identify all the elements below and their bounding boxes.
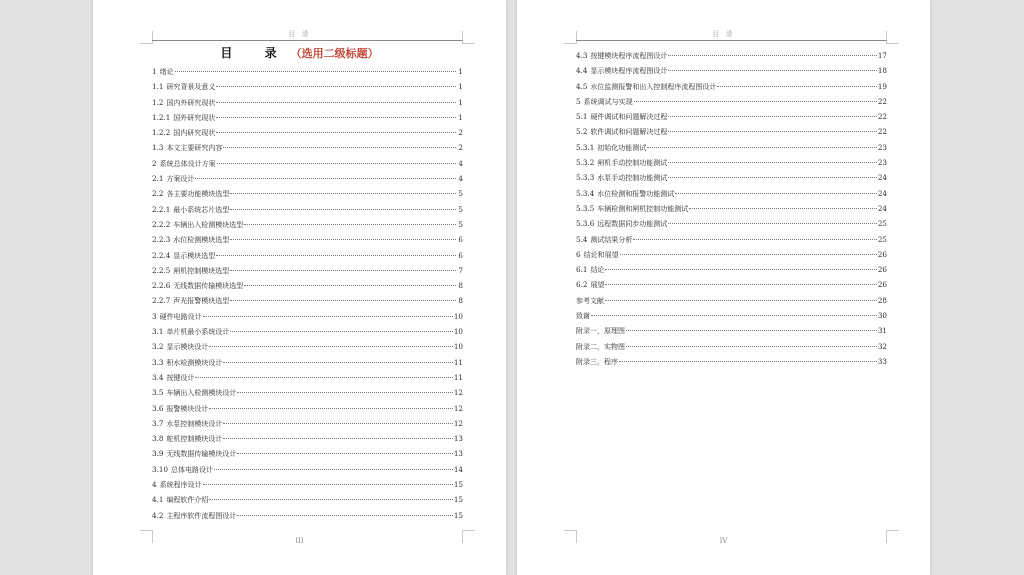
toc-entry-title: 舵机控制模块设计 [166, 435, 223, 444]
toc-entry-title: 附录二，实物图 [576, 342, 625, 351]
toc-entry-title: 闸机控制模块选型 [173, 266, 230, 275]
toc-entry[interactable] [152, 309, 463, 324]
dot-leader [216, 132, 456, 133]
dot-leader [230, 193, 456, 194]
toc-entry-title: 水位检测模块选型 [173, 236, 230, 245]
toc-entry-title: 积水检测模块设计 [166, 358, 223, 367]
toc-entry-page: 30 [877, 311, 887, 321]
toc-entry-page: 2 [458, 128, 463, 138]
toc-entry-page: 18 [877, 66, 887, 76]
toc-entry-number: 5 [576, 96, 581, 106]
toc-entry-page: 22 [877, 112, 887, 122]
toc-entry-page: 24 [877, 203, 887, 213]
toc-entry[interactable] [152, 508, 463, 523]
toc-entry-number: 2.2.4 [152, 250, 171, 260]
page-number: III [295, 537, 304, 545]
toc-entry-title: 各主要功能模块选型 [166, 190, 230, 199]
toc-entry-title: 附录一，原理图 [576, 327, 625, 336]
toc-entry[interactable] [576, 94, 887, 109]
toc-entry-title: 编程软件介绍 [166, 496, 209, 505]
dot-leader [668, 177, 877, 178]
dot-leader [237, 392, 452, 393]
toc-entry-title: 最小系统芯片选型 [173, 205, 230, 214]
toc-entry-title: 单片机最小系统设计 [166, 328, 230, 337]
toc-entry[interactable] [576, 48, 887, 63]
dot-leader [230, 300, 456, 301]
dot-leader [216, 255, 456, 256]
dot-leader [223, 362, 452, 363]
toc-entry-title: 按键设计 [166, 373, 195, 382]
toc-entry[interactable] [152, 232, 463, 247]
toc-entry[interactable] [152, 217, 463, 232]
toc-entry-title: 车辆出入检测模块选型 [173, 220, 244, 229]
toc-entry-title: 软件调试和问题解决过程 [590, 128, 668, 137]
toc-entry-number: 6 [576, 249, 581, 259]
toc-list [576, 48, 887, 369]
toc-entry-title: 致谢 [576, 312, 590, 321]
toc-entry[interactable] [576, 63, 887, 78]
dot-leader [689, 208, 877, 209]
toc-entry-number: 1.1 [152, 82, 164, 92]
toc-entry[interactable] [152, 370, 463, 385]
toc-entry-number: 5.3.2 [576, 158, 595, 168]
toc-entry[interactable] [576, 109, 887, 124]
toc-entry-title: 硬件电路设计 [159, 312, 202, 321]
toc-entry-page: 15 [453, 480, 463, 490]
dot-leader [223, 423, 452, 424]
toc-entry[interactable] [152, 110, 463, 125]
toc-entry-page: 1 [458, 67, 463, 76]
toc-entry-number: 4 [152, 480, 157, 490]
toc-entry-page: 31 [877, 326, 887, 336]
toc-entry-title: 总体电路设计 [171, 465, 214, 474]
toc-entry-title: 车辆检测和闸机控制功能测试 [597, 204, 689, 213]
toc-entry-title: 显示模块设计 [166, 343, 209, 352]
dot-leader [209, 346, 452, 347]
toc-entry-title: 结论 [590, 266, 605, 275]
toc-entry[interactable] [152, 64, 463, 79]
toc-entry[interactable] [152, 248, 463, 263]
dot-leader [668, 223, 877, 224]
toc-entry-page: 14 [453, 464, 463, 474]
toc-entry-title: 系统程序设计 [159, 481, 202, 490]
dot-leader [223, 438, 452, 439]
toc-entry[interactable] [152, 446, 463, 461]
dot-leader [216, 117, 456, 118]
toc-entry-title: 测试结果分析 [590, 235, 633, 244]
toc-entry-number: 5.3.1 [576, 142, 595, 152]
toc-entry[interactable] [152, 171, 463, 186]
toc-entry[interactable] [576, 354, 887, 369]
toc-entry[interactable] [576, 140, 887, 155]
toc-entry-title: 展望 [590, 281, 605, 290]
toc-entry-number: 3.3 [152, 357, 164, 367]
toc-entry-title: 无线数据传输模块选型 [173, 282, 244, 291]
toc-entry-page: 12 [453, 403, 463, 413]
page-number: IV [719, 537, 728, 545]
toc-entry-page: 5 [458, 189, 463, 199]
dot-leader [626, 330, 877, 331]
toc-entry-title: 显示模块选型 [173, 251, 216, 260]
toc-entry-page: 22 [877, 127, 887, 137]
toc-entry[interactable] [576, 232, 887, 247]
page-header: 目 录 [288, 30, 311, 38]
margin-corner-mark [462, 530, 475, 543]
toc-entry-number: 5.3.6 [576, 219, 595, 229]
dot-leader [216, 102, 456, 103]
toc-entry-number: 4.2 [152, 510, 164, 520]
toc-entry-number: 1.2 [152, 97, 164, 107]
toc-entry-title: 闸机手动控制功能测试 [597, 159, 668, 168]
toc-entry-page: 12 [453, 388, 463, 398]
dot-leader [230, 331, 452, 332]
toc-entry[interactable] [152, 355, 463, 370]
toc-entry[interactable] [576, 201, 887, 216]
toc-entry-page: 23 [877, 158, 887, 168]
toc-entry-number: 3.7 [152, 418, 164, 428]
margin-corner-mark [886, 530, 899, 543]
dot-leader [620, 254, 877, 255]
dot-leader [626, 346, 877, 347]
toc-entry-number: 3 [152, 311, 157, 321]
toc-entry-page: 1 [458, 97, 463, 107]
toc-entry-title: 无线数据传输模块设计 [166, 450, 237, 459]
toc-entry-page: 12 [453, 418, 463, 428]
toc-entry[interactable] [152, 385, 463, 400]
dot-leader [675, 193, 877, 194]
toc-entry-number: 4.4 [576, 66, 588, 76]
toc-entry[interactable] [152, 416, 463, 431]
dot-leader [237, 515, 452, 516]
toc-entry-title: 系统总体设计方案 [159, 159, 216, 168]
dot-leader [634, 101, 877, 102]
toc-entry-number: 3.1 [152, 327, 164, 337]
toc-entry[interactable] [152, 156, 463, 171]
toc-entry[interactable] [576, 170, 887, 185]
toc-entry-title: 硬件调试和问题解决过程 [590, 113, 668, 122]
toc-entry-number: 2.2.7 [152, 296, 171, 306]
dot-leader [230, 270, 456, 271]
toc-entry-title: 按键模块程序流程图设计 [590, 52, 668, 60]
toc-entry-page: 5 [458, 219, 463, 229]
toc-entry-number: 4.3 [576, 51, 588, 60]
toc-entry-page: 32 [877, 341, 887, 351]
toc-title-note: （选用二级标题） [290, 47, 379, 60]
dot-leader [591, 315, 877, 316]
toc-entry-page: 22 [877, 96, 887, 106]
toc-entry-title: 水泵控制模块设计 [166, 419, 223, 428]
toc-entry-number: 2.2.3 [152, 235, 171, 245]
toc-entry[interactable] [152, 492, 463, 507]
toc-entry-number: 3.10 [152, 464, 169, 474]
toc-entry-page: 6 [458, 250, 463, 260]
dot-leader [668, 116, 876, 117]
dot-leader [668, 162, 877, 163]
toc-entry-page: 19 [877, 81, 887, 91]
toc-entry-title: 国内研究现状 [173, 129, 216, 138]
dot-leader [668, 131, 876, 132]
header-rule [576, 40, 887, 41]
toc-entry[interactable] [576, 124, 887, 139]
toc-entry-number: 3.9 [152, 449, 164, 459]
toc-entry[interactable] [152, 140, 463, 155]
dot-leader [216, 86, 456, 87]
toc-entry-page: 11 [453, 357, 463, 367]
toc-entry[interactable] [576, 79, 887, 94]
toc-entry-page: 8 [458, 296, 463, 306]
toc-entry-number: 5.2 [576, 127, 588, 137]
toc-entry[interactable] [576, 277, 887, 292]
toc-entry-title: 方案设计 [166, 175, 195, 184]
toc-entry-number: 2.2 [152, 189, 164, 199]
toc-entry-number: 3.8 [152, 434, 164, 444]
margin-corner-mark [140, 530, 153, 543]
dot-leader [605, 269, 876, 270]
toc-entry-number: 5.4 [576, 234, 588, 244]
toc-entry[interactable] [576, 339, 887, 354]
dot-leader [605, 300, 877, 301]
toc-entry-title: 远程数据同步功能测试 [597, 220, 668, 229]
toc-entry-number: 4.5 [576, 81, 588, 91]
toc-entry[interactable] [576, 293, 887, 308]
toc-entry-page: 1 [458, 82, 463, 92]
dot-leader [203, 484, 453, 485]
toc-entry-page: 24 [877, 188, 887, 198]
dot-leader [209, 408, 452, 409]
toc-entry-title: 绪论 [159, 68, 174, 76]
dot-leader [209, 499, 452, 500]
toc-entry-title: 系统调试与实现 [583, 97, 633, 106]
toc-entry-number: 2 [152, 158, 157, 168]
toc-entry-number: 1.2.1 [152, 112, 171, 122]
toc-entry-page: 15 [453, 495, 463, 505]
toc-entry[interactable] [576, 155, 887, 170]
toc-entry[interactable] [152, 401, 463, 416]
toc-entry-page: 10 [453, 327, 463, 337]
dot-leader [717, 86, 876, 87]
toc-entry-page: 5 [458, 204, 463, 214]
toc-title-main: 目 录 [220, 46, 291, 60]
page-header: 目 录 [712, 30, 735, 38]
dot-leader [633, 239, 876, 240]
toc-entry-page: 25 [877, 234, 887, 244]
toc-entry[interactable] [152, 79, 463, 94]
toc-entry-page: 11 [453, 372, 463, 382]
dot-leader [195, 377, 452, 378]
toc-entry-page: 26 [877, 249, 887, 259]
toc-entry-title: 国内外研究现状 [166, 98, 216, 107]
toc-entry-page: 23 [877, 142, 887, 152]
dot-leader [175, 71, 456, 72]
toc-entry-title: 本文主要研究内容 [166, 144, 223, 153]
toc-entry[interactable] [152, 263, 463, 278]
toc-entry[interactable] [152, 125, 463, 140]
toc-entry-page: 1 [458, 112, 463, 122]
toc-entry-number: 4.1 [152, 495, 164, 505]
toc-entry-page: 10 [453, 311, 463, 321]
toc-entry[interactable] [576, 216, 887, 231]
toc-entry[interactable] [152, 477, 463, 492]
toc-entry-number: 1.2.2 [152, 128, 171, 138]
toc-entry-number: 2.1 [152, 174, 164, 184]
dot-leader [195, 178, 456, 179]
toc-entry[interactable] [152, 339, 463, 354]
toc-entry[interactable] [152, 278, 463, 293]
toc-entry-number: 5.3.5 [576, 203, 595, 213]
dot-leader [214, 469, 453, 470]
dot-leader [244, 285, 456, 286]
toc-entry-title: 研究背景及意义 [166, 83, 216, 92]
toc-entry-title: 报警模块设计 [166, 404, 209, 413]
toc-entry-page: 28 [877, 295, 887, 305]
toc-entry-number: 3.6 [152, 403, 164, 413]
dot-leader [203, 316, 453, 317]
toc-entry-number: 2.2.6 [152, 281, 171, 291]
dot-leader [223, 147, 456, 148]
toc-entry-title: 水位监测报警和出入控制程序流程图设计 [590, 82, 717, 91]
toc-entry-number: 3.2 [152, 342, 164, 352]
toc-entry-page: 10 [453, 342, 463, 352]
toc-entry[interactable] [152, 462, 463, 477]
toc-entry[interactable] [152, 95, 463, 110]
page-iv [517, 0, 930, 575]
toc-entry[interactable] [576, 323, 887, 338]
dot-leader [230, 209, 456, 210]
toc-entry-title: 结论和展望 [583, 250, 619, 259]
header-rule [152, 40, 463, 41]
toc-entry-number: 5.3.3 [576, 173, 595, 183]
toc-entry-page: 8 [458, 281, 463, 291]
toc-entry-number: 6.2 [576, 280, 588, 290]
toc-entry-page: 26 [877, 265, 887, 275]
margin-corner-mark [564, 530, 577, 543]
toc-entry-page: 4 [458, 158, 463, 168]
toc-entry-page: 26 [877, 280, 887, 290]
dot-leader [668, 70, 876, 71]
toc-entry-number: 6.1 [576, 265, 588, 275]
toc-entry-title: 主程序软件流程图设计 [166, 511, 237, 520]
toc-entry-number: 5.1 [576, 112, 588, 122]
dot-leader [668, 55, 876, 56]
toc-entry[interactable] [576, 262, 887, 277]
toc-entry-page: 15 [453, 510, 463, 520]
toc-entry-number: 5.3.4 [576, 188, 595, 198]
toc-entry-title: 水泵手动控制功能测试 [597, 174, 668, 183]
toc-entry[interactable] [152, 202, 463, 217]
toc-entry-page: 17 [877, 51, 887, 60]
toc-entry-page: 13 [453, 449, 463, 459]
toc-entry-page: 25 [877, 219, 887, 229]
toc-entry-number: 1 [152, 67, 157, 76]
toc-entry-page: 2 [458, 143, 463, 153]
toc-entry-page: 6 [458, 235, 463, 245]
toc-entry-number: 3.4 [152, 372, 164, 382]
toc-entry-title: 显示模块程序流程图设计 [590, 67, 668, 76]
toc-entry-page: 7 [458, 265, 463, 275]
toc-entry-title: 车辆出入检测模块设计 [166, 389, 237, 398]
dot-leader [217, 163, 456, 164]
dot-leader [605, 284, 876, 285]
toc-entry-number: 2.2.5 [152, 265, 171, 275]
toc-entry-page: 4 [458, 174, 463, 184]
toc-entry-title: 附录三，程序 [576, 357, 618, 366]
toc-entry-number: 2.2.2 [152, 219, 171, 229]
dot-leader [237, 453, 452, 454]
toc-list [152, 64, 463, 523]
toc-title [93, 44, 506, 61]
toc-entry-number: 2.2.1 [152, 204, 171, 214]
toc-entry-title: 参考文献 [576, 296, 604, 305]
toc-entry-number: 1.3 [152, 143, 164, 153]
dot-leader [230, 239, 456, 240]
toc-entry[interactable] [576, 186, 887, 201]
page-iii [93, 0, 506, 575]
dot-leader [619, 361, 877, 362]
toc-entry[interactable] [152, 293, 463, 308]
toc-entry[interactable] [576, 247, 887, 262]
toc-entry[interactable] [576, 308, 887, 323]
toc-entry[interactable] [152, 324, 463, 339]
toc-entry-page: 33 [877, 356, 887, 366]
toc-entry[interactable] [152, 186, 463, 201]
toc-entry-page: 13 [453, 434, 463, 444]
toc-entry-title: 初始化功能测试 [597, 143, 647, 152]
toc-entry[interactable] [152, 431, 463, 446]
toc-entry-number: 3.5 [152, 388, 164, 398]
toc-entry-page: 24 [877, 173, 887, 183]
dot-leader [244, 224, 456, 225]
toc-entry-title: 声光报警模块选型 [173, 297, 230, 306]
toc-entry-title: 国外研究现状 [173, 113, 216, 122]
toc-entry-title: 水位检测和报警功能测试 [597, 189, 675, 198]
dot-leader [647, 147, 877, 148]
